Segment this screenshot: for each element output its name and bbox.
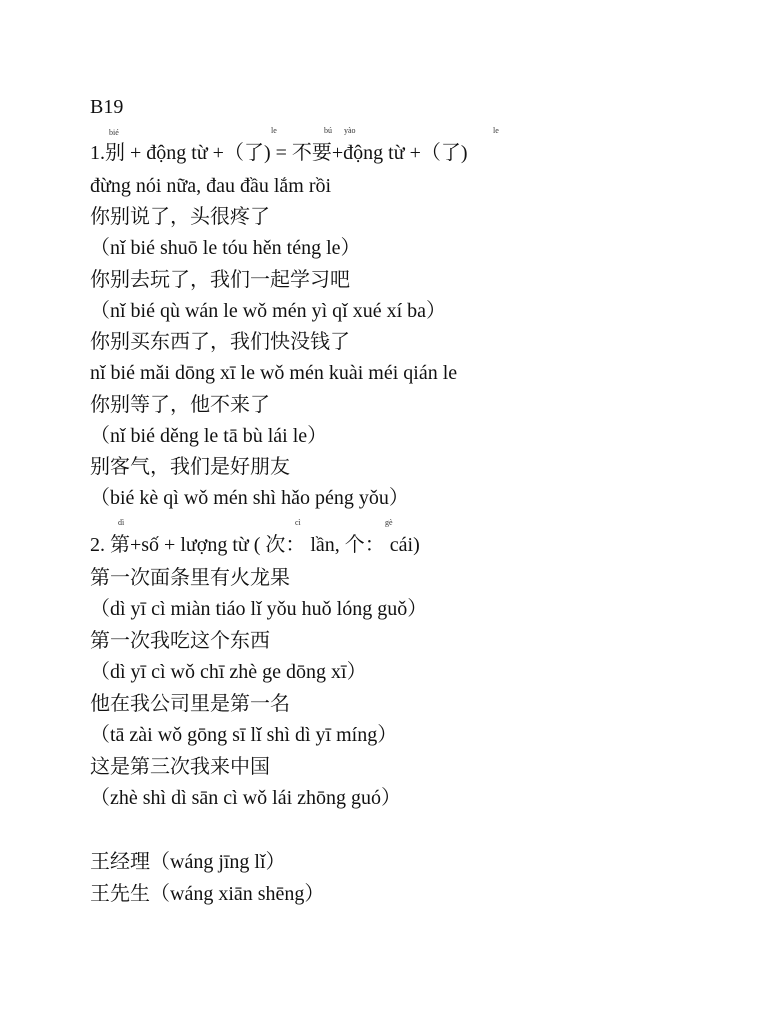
text-line: （dì yī cì wǒ chī zhè ge dōng xī） <box>90 661 367 683</box>
text-line: 别客气，我们是好朋友 <box>90 456 290 478</box>
text-line: （zhè shì dì sān cì wǒ lái zhōng guó） <box>90 787 402 809</box>
pinyin-ruby-ci: cì <box>295 518 301 527</box>
text-line: 这是第三次我来中国 <box>90 756 270 778</box>
pinyin-ruby-le-2: le <box>493 126 499 135</box>
pinyin-ruby-yao: yào <box>344 126 356 135</box>
pinyin-ruby-ge: gè <box>385 518 393 527</box>
pinyin-ruby-di: dì <box>118 518 125 527</box>
text-line: 第一次我吃这个东西 <box>90 630 270 652</box>
text-line: 你别去玩了，我们一起学习吧 <box>90 269 350 291</box>
text-line: 他在我公司里是第一名 <box>90 693 290 715</box>
pinyin-ruby-bu: bú <box>324 126 332 135</box>
section-heading-2: 2. 第+số + lượng từ ( 次： lần, 个： cái) <box>90 534 420 556</box>
text-line: （nǐ bié shuō le tóu hěn téng le） <box>90 237 361 259</box>
pinyin-ruby-bie: bié <box>109 128 119 137</box>
text-line: 你别等了，他不来了 <box>90 394 270 416</box>
text-line: （dì yī cì miàn tiáo lǐ yǒu huǒ lóng guǒ） <box>90 598 428 620</box>
text-line: 第一次面条里有火龙果 <box>90 567 290 589</box>
text-line: 你别买东西了，我们快没钱了 <box>90 331 350 353</box>
pinyin-ruby-le: le <box>271 126 277 135</box>
text-line: nǐ bié mǎi dōng xī le wǒ mén kuài méi qián le <box>90 362 458 384</box>
name-line: 王先生（wáng xiān shēng） <box>90 883 325 905</box>
name-line: 王经理（wáng jīng lǐ） <box>90 851 286 873</box>
text-line: 你别说了，头很疼了 <box>90 206 270 228</box>
text-line: （nǐ bié děng le tā bù lái le） <box>90 425 328 447</box>
lesson-code: B19 <box>90 96 124 118</box>
text-line: （tā zài wǒ gōng sī lǐ shì dì yī míng） <box>90 724 398 746</box>
text-line: （nǐ bié qù wán le wǒ mén yì qǐ xué xí ba） <box>90 300 447 322</box>
section-heading-1: 1.别 + động từ +（了) = 不要+động từ +（了) <box>90 142 468 164</box>
text-line: đừng nói nữa, đau đầu lắm rồi <box>90 175 332 197</box>
text-line: （bié kè qì wǒ mén shì hǎo péng yǒu） <box>90 487 409 509</box>
